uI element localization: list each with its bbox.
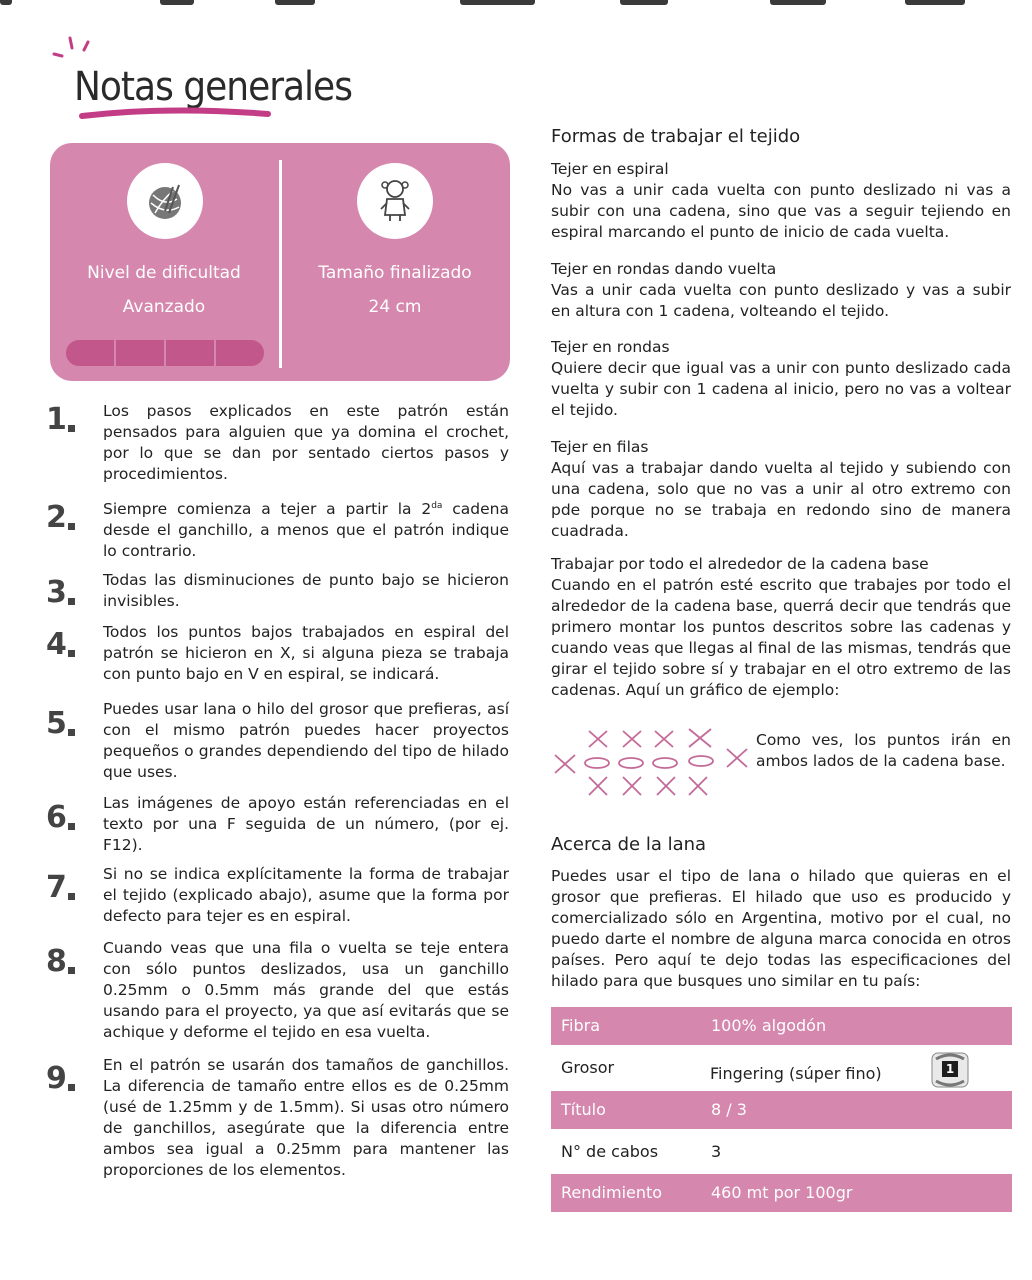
note-text: Todos los puntos bajos trabajados en espiral del patrón se hicieron en X, si alguna pieza se trabaja con punto bajo en V en espiral, se indicará.	[103, 623, 509, 683]
table-row	[551, 1007, 1012, 1045]
table-label: N° de cabos	[561, 1142, 659, 1161]
table-value: 8 / 3	[711, 1100, 747, 1119]
lana-text: Puedes usar el tipo de lana o hilado que quieras en el grosor que prefieras. El hilado que uso es producido y comercializado sólo en Argentina, motivo por el cual, no puedo darte el nombre de alguna marca conocida en otros países. Pero aquí te dejo todas las especificaciones del hilado para que busques uno similar en tu país:	[551, 867, 1011, 990]
x-stitch-icon	[655, 731, 673, 747]
note-number: 7	[46, 870, 67, 905]
yarn-weight-icon	[930, 1051, 970, 1089]
x-stitch-icon	[589, 777, 607, 795]
note-bullet	[68, 967, 75, 974]
note-text: Puedes usar lana o hilo del grosor que prefieras, así con el mismo patrón puedes hacer proyectos pequeños o grandes dependiendo del tipo de hilado que uses.	[103, 700, 509, 781]
chain-stitch-icon	[619, 758, 643, 768]
note-bullet	[68, 823, 75, 830]
espiral-text: No vas a unir cada vuelta con punto deslizado ni vas a subir con una cadena, sino que vas a seguir tejiendo en espiral marcando el punto de inicio de cada vuelta.	[551, 181, 1011, 241]
table-label: Título	[561, 1100, 606, 1119]
difficulty-meter	[66, 340, 264, 366]
note-number: 6	[46, 800, 67, 835]
table-row	[551, 1174, 1012, 1212]
x-stitch-icon	[623, 777, 641, 795]
note-bullet	[68, 729, 75, 736]
card-divider	[279, 160, 282, 368]
yarn-weight-badge: 1	[945, 1062, 955, 1076]
size-label: Tamaño finalizado	[318, 263, 472, 283]
size-value: 24 cm	[368, 297, 422, 317]
espiral-title: Tejer en espiral	[551, 160, 669, 178]
rondas-dando-text: Vas a unir cada vuelta con punto deslizado y vas a subir en altura con 1 cadena, volteando el tejido.	[551, 281, 1011, 320]
note-bullet	[68, 598, 75, 605]
formas-heading: Formas de trabajar el tejido	[551, 126, 801, 147]
note-number: 1	[46, 402, 67, 437]
table-value: 100% algodón	[711, 1016, 827, 1035]
rondas-dando-title: Tejer en rondas dando vuelta	[551, 260, 777, 278]
diagram-caption: Como ves, los puntos irán en ambos lados de la cadena base.	[756, 731, 1011, 770]
note-number: 2	[46, 500, 67, 535]
yarn-ball-circle	[127, 163, 203, 239]
difficulty-label: Nivel de dificultad	[87, 263, 241, 283]
note-bullet	[68, 425, 75, 432]
doll-icon	[357, 163, 433, 239]
x-stitch-icon	[589, 731, 607, 747]
filas-text: Aquí vas a trabajar dando vuelta al tejido y subiendo con una cadena, solo que no vas a unir al otro extremo con pde porque no se trabaja en redondo sino de manera cuadrada.	[551, 459, 1011, 540]
note-number: 8	[46, 944, 67, 979]
top-cropped-strip	[0, 0, 1032, 8]
note-bullet	[68, 1084, 75, 1091]
note-text: Todas las disminuciones de punto bajo se hicieron invisibles.	[103, 571, 509, 610]
note-bullet	[68, 893, 75, 900]
table-row	[551, 1133, 1012, 1171]
x-stitch-icon	[555, 755, 575, 773]
note-bullet	[68, 523, 75, 530]
table-row	[551, 1091, 1012, 1129]
rondas-text: Quiere decir que igual vas a unir con punto deslizado cada vuelta y subir con 1 cadena al inicio, pero no vas a voltear el tejido.	[551, 359, 1011, 419]
chain-stitch-icon	[653, 758, 677, 768]
x-stitch-icon	[689, 777, 707, 795]
doll-circle	[357, 163, 433, 239]
note-number: 9	[46, 1061, 67, 1096]
note-text: Los pasos explicados en este patrón están pensados para alguien que ya domina el crochet, por lo que se dan por sentado ciertos pasos y procedimientos.	[103, 402, 509, 483]
note-number: 5	[46, 706, 67, 741]
table-label: Grosor	[561, 1058, 615, 1077]
table-value: Fingering (súper fino)	[710, 1064, 882, 1083]
difficulty-value: Avanzado	[122, 297, 206, 317]
yarn-ball-icon	[127, 163, 203, 239]
x-stitch-icon	[689, 729, 711, 747]
note-bullet	[68, 650, 75, 657]
filas-title: Tejer en filas	[551, 438, 649, 456]
base-title: Trabajar por todo el alrededor de la cadena base	[551, 555, 929, 573]
table-label: Rendimiento	[561, 1183, 663, 1202]
base-text: Cuando en el patrón esté escrito que trabajes por todo el alrededor de la cadena base, querrá decir que tendrás que primero montar los puntos descritos sobre las cadenas y cuando veas que llegas al final de las mismas, tendrás que girar el tejido sobre sí y trabajar en el otro extremo de las cadenas. Aquí un gráfico de ejemplo:	[551, 576, 1011, 699]
chain-stitch-icon	[585, 758, 609, 768]
note-text: En el patrón se usarán dos tamaños de ganchillos. La diferencia de tamaño entre ellos es de 0.25mm (usé de 1.25mm y de 1.5mm). Si usas otro número de ganchillos, asegúrate que la diferencia entre ambos sea igual a 0.25mm para mantener las proporciones de los elementos.	[103, 1056, 509, 1179]
x-stitch-icon	[623, 731, 641, 747]
x-stitch-icon	[657, 777, 675, 795]
title-underline-icon	[78, 104, 278, 124]
table-label: Fibra	[561, 1016, 601, 1035]
note-number: 4	[46, 627, 67, 662]
x-stitch-icon	[727, 749, 747, 767]
lana-heading: Acerca de la lana	[551, 834, 707, 855]
note-text: Si no se indica explícitamente la forma de trabajar el tejido (explicado abajo), asume que la forma por defecto para tejer es en espiral.	[103, 865, 509, 925]
table-value: 460 mt por 100gr	[711, 1183, 853, 1202]
note-text: Cuando veas que una fila o vuelta se teje entera con sólo puntos deslizados, usa un ganchillo 0.25mm o 0.5mm más grande del que estás usando para el proyecto, ya que así evitarás que se achique y deforme el tejido en esa vuelta.	[103, 939, 509, 1041]
rondas-title: Tejer en rondas	[551, 338, 670, 356]
table-value: 3	[711, 1142, 722, 1161]
note-text: Siempre comienza a tejer a partir la $2^{da}$ cadena desde el ganchillo, a menos que el patrón indique lo contrario.	[103, 500, 509, 561]
page-title: Notas generales	[74, 64, 352, 110]
chain-stitch-icon	[689, 756, 713, 766]
note-number: 3	[46, 575, 67, 610]
note-text: Las imágenes de apoyo están referenciadas en el texto por una F seguida de un número, (por ej. F12).	[103, 794, 509, 854]
stitch-diagram	[551, 725, 751, 801]
